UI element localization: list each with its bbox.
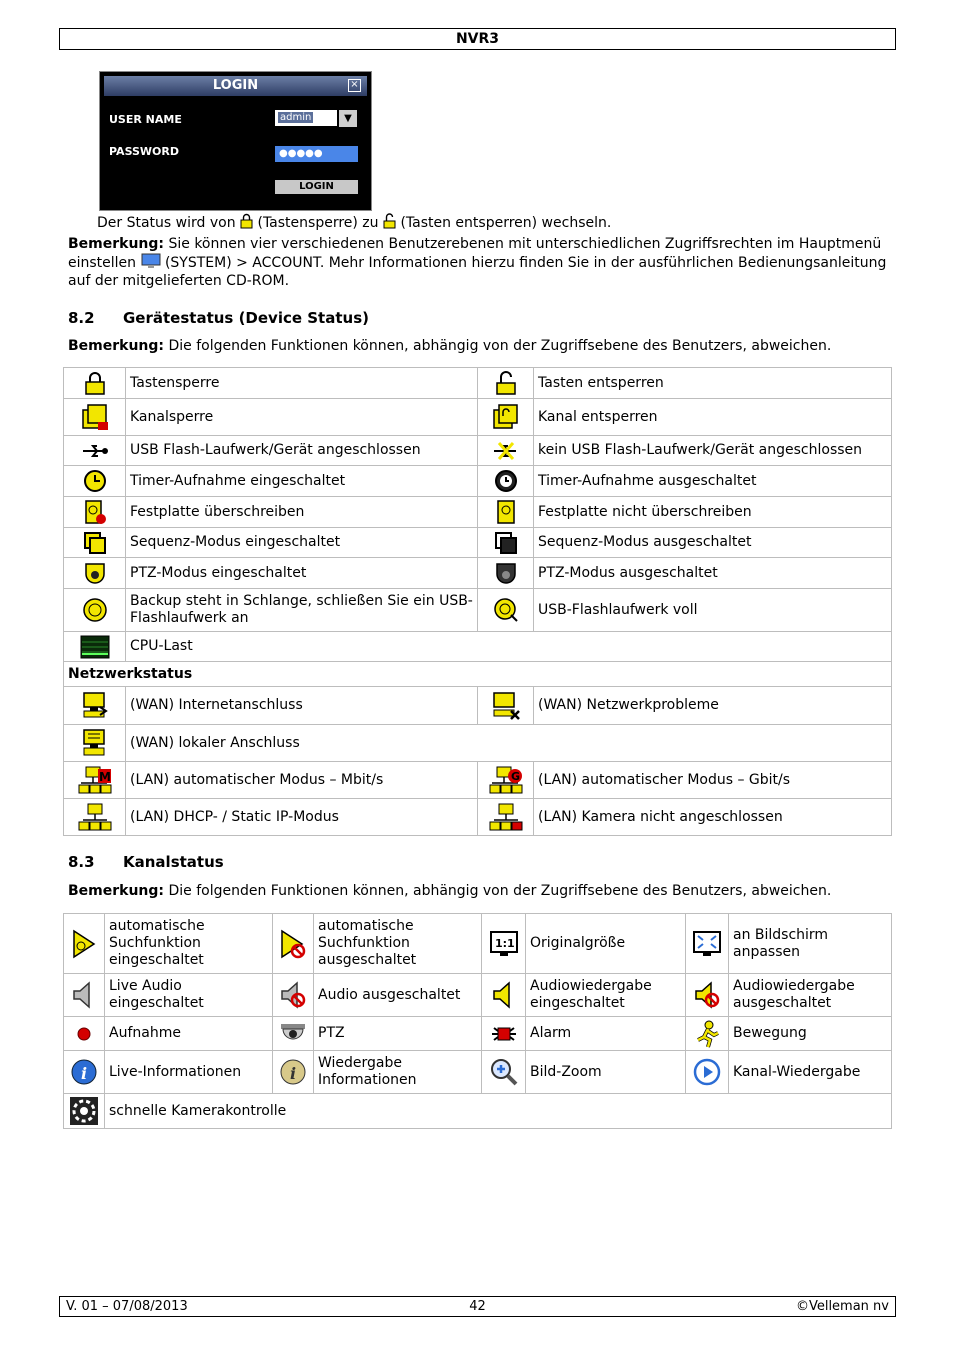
login-button[interactable]: LOGIN (275, 180, 358, 194)
footer-version: V. 01 – 07/08/2013 (66, 1299, 188, 1314)
table-row: Sequenz-Modus eingeschaltet Sequenz-Modus ausgeschaltet (64, 528, 892, 558)
lan-mbit-icon (78, 765, 112, 795)
hdd-overwrite-icon (83, 499, 107, 525)
lock-icon (83, 371, 107, 395)
close-icon[interactable]: × (348, 79, 361, 92)
table-row: (WAN) Internetanschluss (WAN) Netzwerkprobleme (64, 687, 892, 725)
footer-copyright: ©Velleman nv (795, 1299, 889, 1314)
fit-screen-icon (693, 931, 721, 957)
table-row: Tastensperre Tasten entsperren (64, 368, 892, 399)
table-row: (LAN) DHCP- / Static IP-Modus (LAN) Kamera nicht angeschlossen (64, 799, 892, 836)
table-row: PTZ-Modus eingeschaltet PTZ-Modus ausgeschaltet (64, 558, 892, 589)
backup-queue-icon (82, 597, 108, 623)
login-title: LOGIN (212, 78, 259, 93)
table-row: Kanalsperre Kanal entsperren (64, 399, 892, 436)
password-label: PASSWORD (109, 145, 180, 158)
table-row: USB Flash-Laufwerk/Gerät angeschlossen kein USB Flash-Laufwerk/Gerät angeschlossen (64, 436, 892, 466)
page-header: NVR3 (59, 28, 896, 50)
sequence-on-icon (83, 531, 107, 555)
usb-disconnected-icon (491, 440, 521, 462)
lan-camera-disconnected-icon (489, 802, 523, 832)
cpu-load-icon (80, 635, 110, 659)
channel-lock-icon (80, 402, 110, 432)
table-row: CPU-Last (64, 632, 892, 662)
auto-search-off-icon (279, 928, 307, 960)
system-monitor-icon (141, 253, 161, 269)
auto-search-on-icon (71, 928, 97, 960)
unlock-icon (383, 213, 396, 229)
usb-full-icon (493, 597, 519, 623)
user-name-label: USER NAME (109, 113, 182, 126)
device-status-table (63, 367, 892, 836)
svg-text:1:1: 1:1 (494, 936, 515, 950)
wan-internet-icon (80, 691, 110, 721)
svg-text:i: i (81, 1064, 88, 1083)
login-title-bar (104, 76, 367, 96)
network-status-heading: Netzwerkstatus (64, 662, 892, 687)
table-row: Timer-Aufnahme eingeschaltet Timer-Aufnahme ausgeschaltet (64, 466, 892, 497)
wan-local-icon (80, 728, 110, 758)
record-icon (77, 1027, 91, 1041)
table-row: i Live-Informationen i Wiedergabe Informationen Bild-Zoom Kanal-Wiedergabe (64, 1051, 892, 1094)
lock-icon (240, 213, 253, 229)
speaker-playback-off-icon (693, 980, 721, 1010)
original-size-icon (490, 931, 518, 957)
password-field[interactable]: ●●●●● (275, 146, 358, 162)
ptz-on-icon (83, 561, 107, 585)
speaker-mute-icon (279, 980, 307, 1010)
play-icon (693, 1058, 721, 1086)
table-row: (WAN) lokaler Anschluss (64, 725, 892, 762)
section-heading-8-2: 8.2 Gerätestatus (Device Status) (68, 309, 369, 327)
info-icon (70, 1058, 98, 1086)
table-row (64, 662, 892, 687)
alarm-icon (490, 1024, 518, 1044)
table-row: M (LAN) automatischer Modus – Mbit/s G (LAN) automatischer Modus – Gbit/s (64, 762, 892, 799)
chevron-down-icon[interactable]: ▼ (339, 110, 357, 127)
channel-status-table (63, 913, 892, 1129)
svg-text:i: i (290, 1064, 297, 1083)
note-accounts: Bemerkung: Sie können vier verschiedenen Benutzerebenen mit unterschiedlichen Zugriffsrechten im Hauptmenü einstellen (SYSTEM) > ACCOUNT. Mehr Informationen hierzu finden Sie in der ausführlichen Bedienungsanleitung auf der mitgelieferten CD-ROM. (68, 236, 887, 289)
timer-off-icon (494, 469, 518, 493)
motion-icon (694, 1020, 720, 1048)
table-row: Aufnahme PTZ Alarm Bewegung (64, 1017, 892, 1051)
lan-gbit-icon (489, 765, 523, 795)
channel-unlock-icon (491, 402, 521, 432)
table-row: Festplatte überschreiben Festplatte nicht überschreiben (64, 497, 892, 528)
svg-text:M: M (98, 770, 111, 784)
timer-on-icon (83, 469, 107, 493)
zoom-icon (489, 1057, 519, 1087)
section-heading-8-3: 8.3 Kanalstatus (68, 853, 224, 871)
speaker-icon (71, 980, 97, 1010)
svg-text:G: G (510, 770, 520, 783)
sequence-off-icon (494, 531, 518, 555)
lan-dhcp-icon (78, 802, 112, 832)
table-row: Backup steht in Schlange, schließen Sie ein USB-Flashlaufwerk an USB-Flashlaufwerk voll (64, 589, 892, 632)
playback-info-icon (279, 1058, 307, 1086)
unlock-icon (494, 371, 518, 395)
wan-problem-icon (491, 691, 521, 721)
speaker-playback-icon (491, 980, 517, 1010)
ptz-camera-icon (279, 1022, 307, 1046)
usb-icon (81, 444, 109, 458)
table-row: automatische Suchfunktion eingeschaltet automatische Suchfunktion ausgeschaltet 1:1 Originalgröße an Bildschirm anpassen (64, 914, 892, 974)
table-row: Live Audio eingeschaltet Audio ausgeschaltet Audiowiedergabe eingeschaltet Audiowiedergabe ausgeschaltet (64, 974, 892, 1017)
page-footer (59, 1296, 896, 1317)
table-row: schnelle Kamerakontrolle (64, 1094, 892, 1129)
status-line: Der Status wird von (Tastensperre) zu (Tasten entsperren) wechseln. (97, 215, 612, 231)
note-device: Bemerkung: Die folgenden Funktionen können, abhängig von der Zugriffsebene des Benutzers, abweichen. (68, 338, 832, 354)
note-channel: Bemerkung: Die folgenden Funktionen können, abhängig von der Zugriffsebene des Benutzers, abweichen. (68, 883, 832, 899)
camera-control-icon (69, 1096, 99, 1126)
login-dialog (99, 71, 372, 211)
page-number: 42 (469, 1299, 486, 1314)
hdd-no-overwrite-icon (496, 499, 516, 525)
ptz-off-icon (494, 561, 518, 585)
user-name-field[interactable]: admin (275, 110, 337, 126)
